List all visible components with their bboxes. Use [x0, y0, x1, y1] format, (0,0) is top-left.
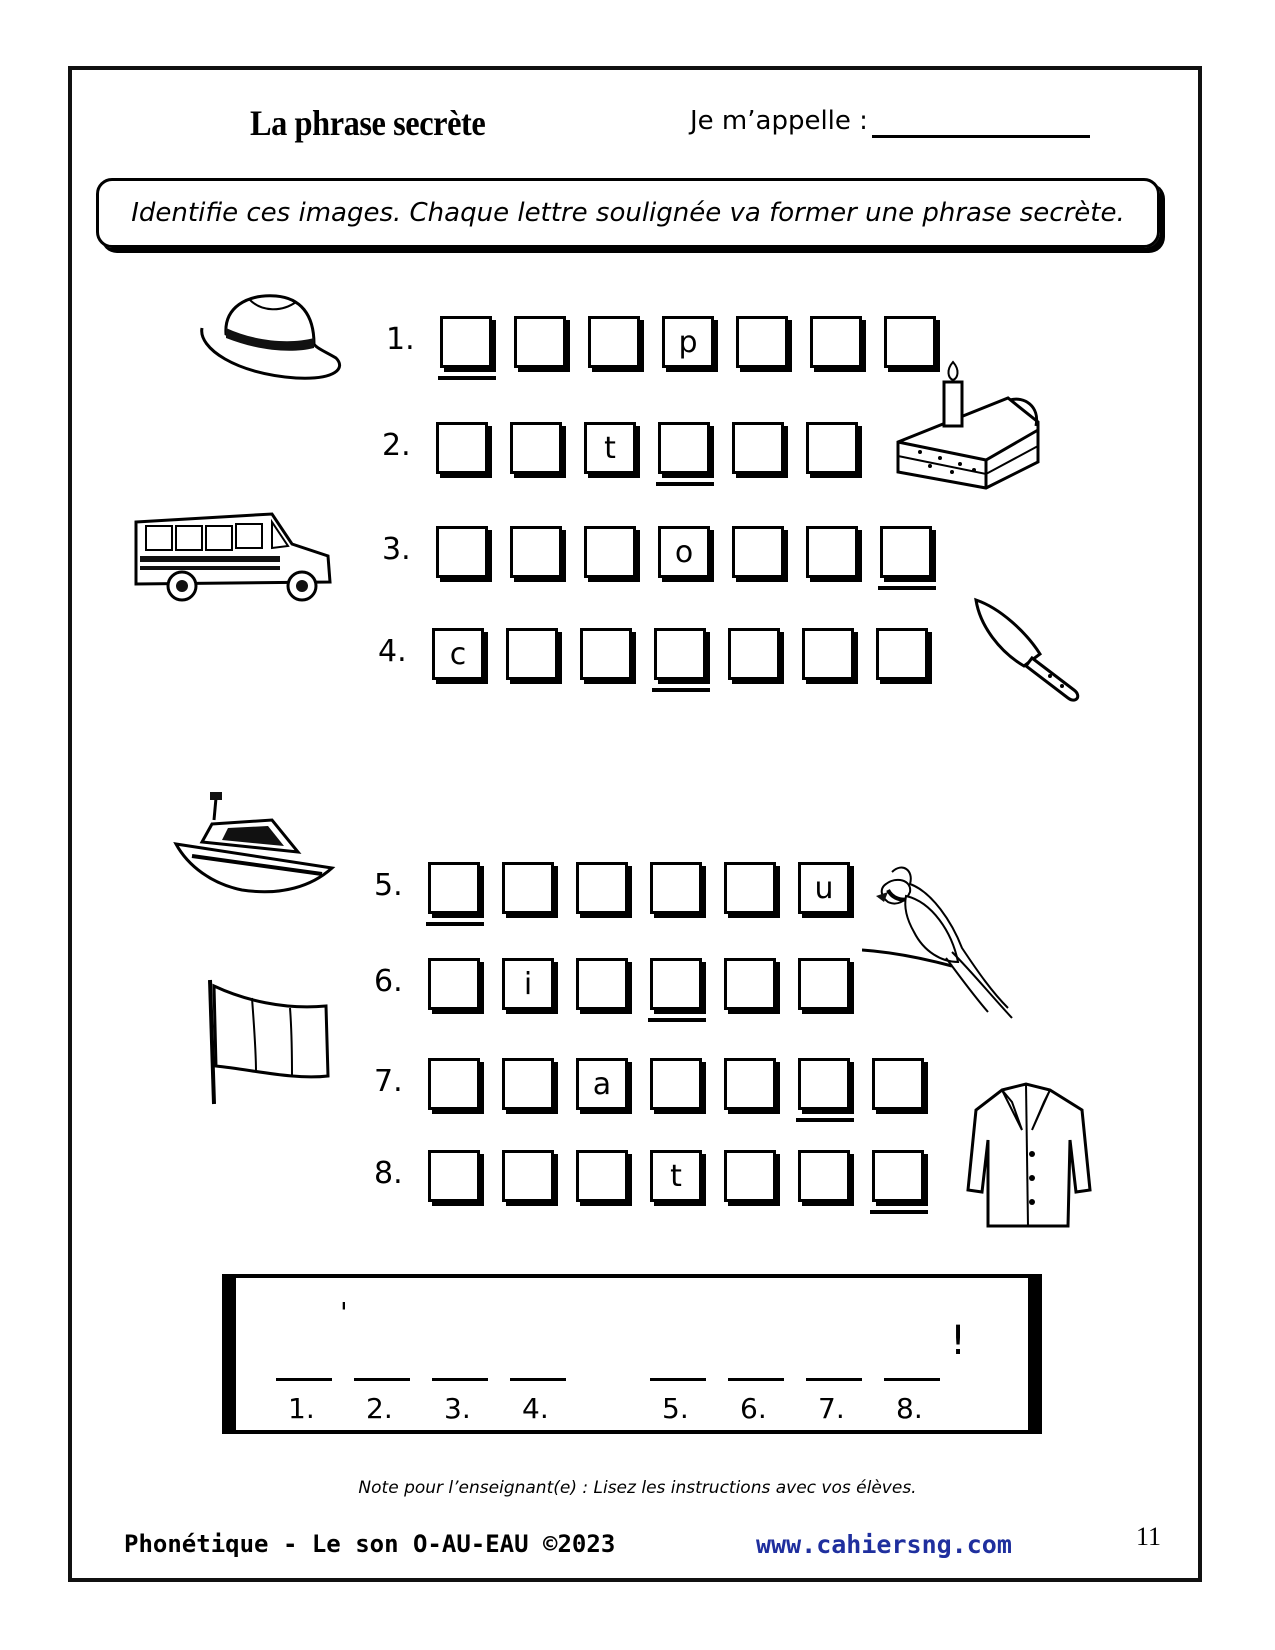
answer-number: 7. [818, 1392, 845, 1425]
coat-icon [966, 1080, 1094, 1230]
letter-box[interactable] [876, 628, 928, 680]
letter-box[interactable] [510, 422, 562, 474]
answer-blank[interactable] [884, 1378, 940, 1381]
footer-url[interactable]: www.cahiersng.com [756, 1530, 1012, 1559]
letter-box[interactable] [506, 628, 558, 680]
letter-box[interactable]: u [798, 862, 850, 914]
row-number: 3. [382, 532, 411, 567]
answer-blank[interactable] [728, 1378, 784, 1381]
answer-blank[interactable] [432, 1378, 488, 1381]
answer-number: 1. [288, 1392, 315, 1425]
letter-box[interactable] [428, 958, 480, 1010]
answer-blank[interactable] [510, 1378, 566, 1381]
letter-box[interactable] [588, 316, 640, 368]
letter-box[interactable] [724, 1150, 776, 1202]
page-title: La phrase secrète [250, 103, 486, 143]
underline-mark [652, 688, 710, 692]
answer-number: 3. [444, 1392, 471, 1425]
letter-box[interactable] [798, 1058, 850, 1110]
letter-box[interactable] [724, 1058, 776, 1110]
row-number: 5. [374, 868, 403, 903]
letter-box[interactable]: p [662, 316, 714, 368]
bus-icon [132, 504, 336, 604]
row-number: 1. [386, 322, 415, 357]
underline-mark [656, 482, 714, 486]
answer-blank[interactable] [276, 1378, 332, 1381]
flag-icon [204, 976, 336, 1108]
letter-box[interactable] [884, 316, 936, 368]
underline-mark [438, 376, 496, 380]
underline-mark [796, 1118, 854, 1122]
hat-icon [196, 288, 348, 384]
row-number: 8. [374, 1156, 403, 1191]
answer-exclamation: ! [950, 1318, 967, 1364]
letter-box[interactable] [724, 958, 776, 1010]
page-number: 11 [1136, 1522, 1162, 1551]
letter-box[interactable] [810, 316, 862, 368]
letter-box[interactable] [728, 628, 780, 680]
letter-box[interactable] [658, 422, 710, 474]
answer-number: 5. [662, 1392, 689, 1425]
answer-blank[interactable] [650, 1378, 706, 1381]
answer-blank[interactable] [806, 1378, 862, 1381]
row-number: 4. [378, 634, 407, 669]
letter-box[interactable] [880, 526, 932, 578]
letter-box[interactable] [428, 1150, 480, 1202]
letter-box[interactable] [428, 1058, 480, 1110]
letter-box[interactable] [798, 958, 850, 1010]
letter-box[interactable] [650, 1058, 702, 1110]
letter-box[interactable] [580, 628, 632, 680]
letter-box[interactable]: t [650, 1150, 702, 1202]
instruction-box [96, 178, 1160, 248]
letter-box[interactable] [872, 1058, 924, 1110]
letter-box[interactable] [502, 862, 554, 914]
answer-blank[interactable] [354, 1378, 410, 1381]
letter-box[interactable] [502, 1058, 554, 1110]
answer-apostrophe: ' [340, 1296, 348, 1329]
letter-box[interactable] [514, 316, 566, 368]
bird-icon [862, 862, 1020, 1022]
knife-icon [970, 596, 1090, 706]
underline-mark [648, 1018, 706, 1022]
letter-box[interactable] [732, 526, 784, 578]
letter-box[interactable] [576, 958, 628, 1010]
underline-mark [426, 922, 484, 926]
letter-box[interactable] [806, 422, 858, 474]
cake-icon [890, 356, 1042, 496]
letter-box[interactable] [724, 862, 776, 914]
letter-box[interactable] [806, 526, 858, 578]
letter-box[interactable]: c [432, 628, 484, 680]
letter-box[interactable] [732, 422, 784, 474]
letter-box[interactable]: i [502, 958, 554, 1010]
letter-box[interactable] [650, 862, 702, 914]
letter-box[interactable] [502, 1150, 554, 1202]
boat-icon [172, 790, 342, 902]
letter-box[interactable] [436, 422, 488, 474]
letter-box[interactable] [576, 1150, 628, 1202]
letter-box[interactable] [736, 316, 788, 368]
underline-mark [878, 586, 936, 590]
footer-title: Phonétique - Le son O-AU-EAU ©2023 [124, 1530, 616, 1558]
letter-box[interactable] [440, 316, 492, 368]
row-number: 6. [374, 964, 403, 999]
letter-box[interactable] [436, 526, 488, 578]
letter-box[interactable] [584, 526, 636, 578]
underline-mark [870, 1210, 928, 1214]
letter-box[interactable] [802, 628, 854, 680]
name-label: Je m’appelle : [690, 106, 868, 136]
letter-box[interactable] [798, 1150, 850, 1202]
answer-number: 4. [522, 1392, 549, 1425]
letter-box[interactable] [650, 958, 702, 1010]
letter-box[interactable]: t [584, 422, 636, 474]
answer-number: 6. [740, 1392, 767, 1425]
letter-box[interactable]: o [658, 526, 710, 578]
answer-number: 2. [366, 1392, 393, 1425]
teacher-note: Note pour l’enseignant(e) : Lisez les instructions avec vos élèves. [358, 1478, 917, 1498]
letter-box[interactable] [654, 628, 706, 680]
letter-box[interactable] [428, 862, 480, 914]
letter-box[interactable] [576, 862, 628, 914]
instruction-text: Identifie ces images. Chaque lettre soulignée va former une phrase secrète. [131, 198, 1125, 228]
letter-box[interactable]: a [576, 1058, 628, 1110]
letter-box[interactable] [872, 1150, 924, 1202]
answer-number: 8. [896, 1392, 923, 1425]
row-number: 2. [382, 428, 411, 463]
name-field[interactable] [872, 135, 1090, 138]
row-number: 7. [374, 1064, 403, 1099]
letter-box[interactable] [510, 526, 562, 578]
